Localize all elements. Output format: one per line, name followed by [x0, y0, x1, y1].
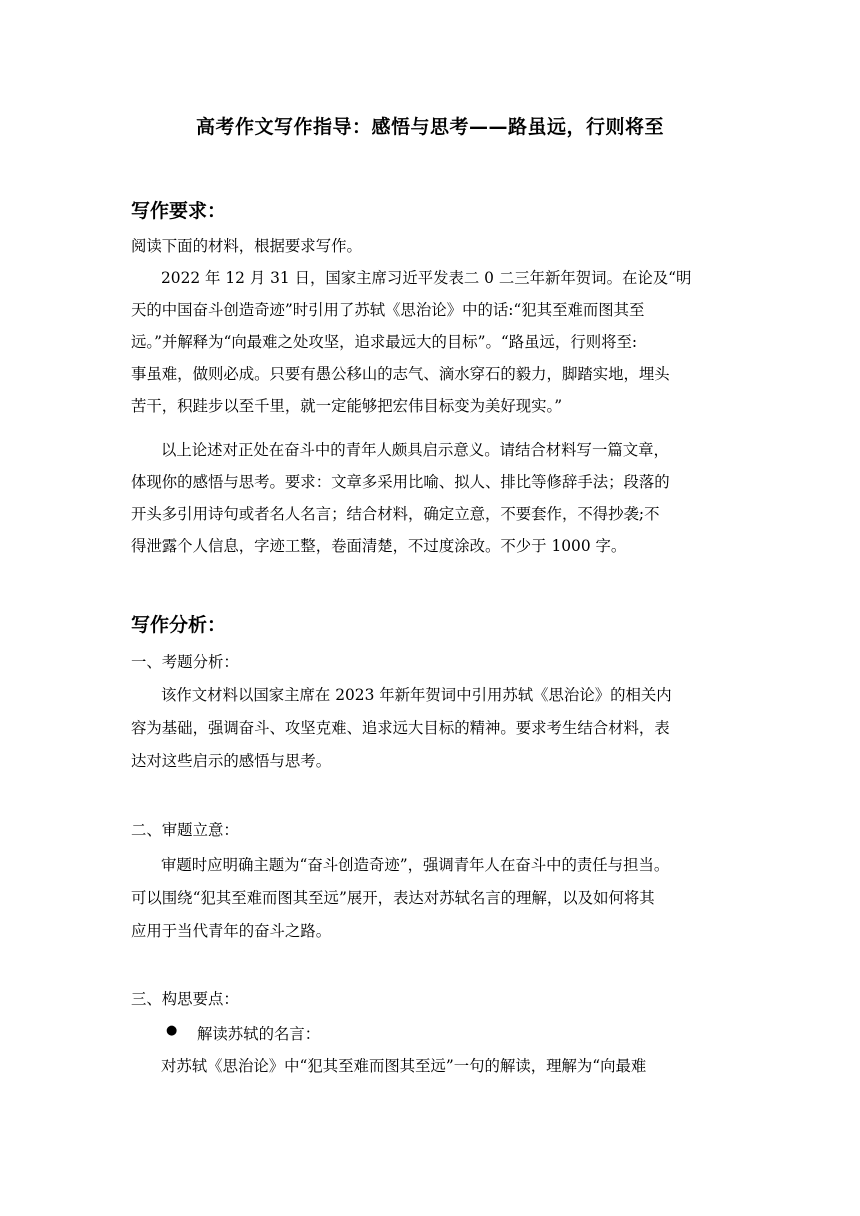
para2-line-1: 以上论述对正处在奋斗中的青年人颇具启示意义。请结合材料写一篇文章， — [161, 441, 669, 459]
section1-line-2: 容为基础，强调奋斗、攻坚克难、追求远大目标的精神。要求考生结合材料，表 — [131, 719, 670, 737]
analysis-heading: 写作分析： — [131, 614, 227, 636]
requirements-heading: 写作要求： — [131, 200, 227, 222]
section2-title: 二、审题立意： — [131, 821, 239, 839]
bullet-item-1: 解读苏轼的名言： — [197, 1025, 321, 1043]
section1-line-1: 该作文材料以国家主席在 2023 年新年贺词中引用苏轼《思治论》的相关内 — [161, 686, 672, 704]
section2-line-3: 应用于当代青年的奋斗之路。 — [131, 922, 332, 940]
section2-line-1: 审题时应明确主题为“奋斗创造奇迹”，强调青年人在奋斗中的责任与担当。 — [161, 856, 670, 874]
para2-line-4: 得泄露个人信息，字迹工整，卷面清楚，不过度涂改。不少于 1000 字。 — [131, 537, 627, 555]
requirements-intro: 阅读下面的材料，根据要求写作。 — [131, 237, 362, 255]
para2-line-3: 开头多引用诗句或者名人名言；结合材料，确定立意，不要套作，不得抄袭;不 — [131, 505, 660, 523]
para1-line-1: 2022 年 12 月 31 日，国家主席习近平发表二 0 二三年新年贺词。在论及“明 — [161, 269, 692, 287]
section3-title: 三、构思要点： — [131, 990, 239, 1008]
para1-line-3: 远。”并解释为“向最难之处攻坚，追求最远大的目标”。“路虽远，行则将至: — [131, 333, 638, 351]
para1-line-2: 天的中国奋斗创造奇迹”时引用了苏轼《思治论》中的话:“犯其至难而图其至 — [131, 301, 645, 319]
para1-line-5: 苦干，积跬步以至千里，就一定能够把宏伟目标变为美好现实。” — [131, 397, 563, 415]
para2-line-2: 体现你的感悟与思考。要求：文章多采用比喻、拟人、排比等修辞手法；段落的 — [131, 473, 670, 491]
section1-title: 一、考题分析： — [131, 653, 239, 671]
section1-line-3: 达对这些启示的感悟与思考。 — [131, 752, 332, 770]
page-title: 高考作文写作指导：感悟与思考——路虽远，行则将至 — [195, 116, 664, 138]
section3-line-1: 对苏轼《思治论》中“犯其至难而图其至远”一句的解读，理解为“向最难 — [161, 1057, 647, 1075]
section2-line-2: 可以围绕“犯其至难而图其至远”展开，表达对苏轼名言的理解，以及如何将其 — [131, 889, 655, 907]
para1-line-4: 事虽难，做则必成。只要有愚公移山的志气、滴水穿石的毅力，脚踏实地，埋头 — [131, 365, 670, 383]
bullet-dot-icon: ● — [166, 1023, 178, 1038]
